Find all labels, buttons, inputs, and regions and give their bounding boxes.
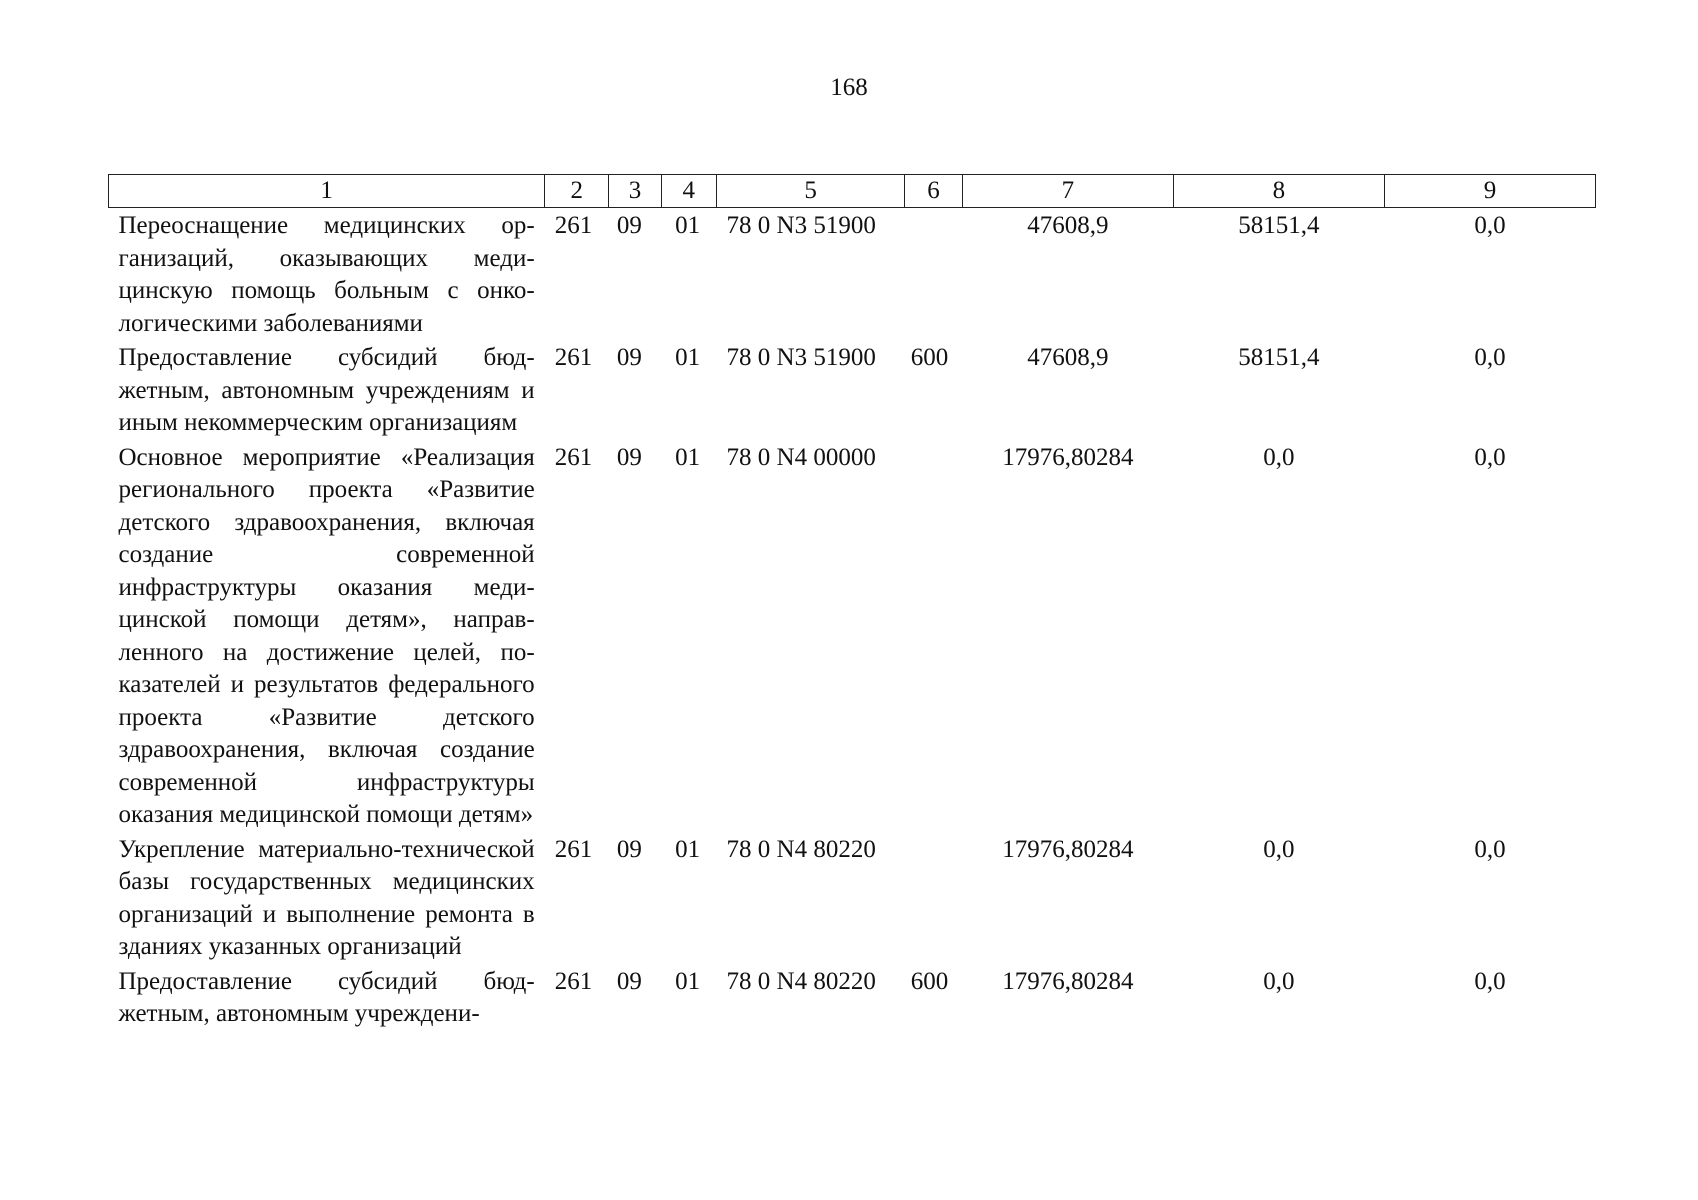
row-sum-7: 47608,9: [1027, 212, 1109, 239]
row-subsection: 01: [675, 967, 701, 995]
row-expense-type: [905, 832, 963, 964]
row-sum-9: 0,0: [1474, 835, 1506, 863]
row-section: 09: [616, 443, 642, 471]
row-sum-7: 17976,80284: [1002, 967, 1134, 995]
row-code: 261: [554, 835, 593, 863]
row-target-article: 78 0 N3 51900: [726, 212, 876, 239]
row-expense-type: 600: [910, 344, 949, 371]
column-header-3: 3: [609, 175, 661, 208]
row-name: Предоставление субсидий бюджетным, автономным учреждениям и иным некоммерческим организациям: [118, 344, 535, 436]
row-sum-9: 0,0: [1474, 967, 1506, 995]
row-target-article: 78 0 N3 51900: [726, 344, 876, 371]
row-target-article: 78 0 N4 80220: [726, 967, 876, 995]
row-code: 261: [554, 212, 593, 239]
row-code: 261: [554, 443, 593, 471]
column-header-4: 4: [661, 175, 716, 208]
row-section: 09: [616, 967, 642, 995]
row-subsection: 01: [675, 835, 701, 863]
row-name: Основное мероприятие «Реализация регионального проекта «Развитие детского здравоохранения, включая создание современной инфраструктуры оказания медицинской помощи детям», направленного на достижение целей, показателей и результатов федерального проекта «Развитие детского здравоохранения, включая создание современной инфраструктуры оказания медицинской помощи детям»: [118, 443, 535, 828]
row-sum-8: 0,0: [1263, 443, 1295, 471]
row-expense-type: [905, 440, 963, 832]
row-sum-7: 47608,9: [1027, 344, 1109, 371]
table-row: [109, 208, 1596, 341]
row-section: 09: [616, 835, 642, 863]
row-sum-7: 17976,80284: [1002, 835, 1134, 863]
table-row: [109, 964, 1596, 1031]
row-target-article: 78 0 N4 80220: [726, 835, 876, 863]
column-header-8: 8: [1173, 175, 1384, 208]
column-header-9: 9: [1384, 175, 1595, 208]
column-header-2: 2: [545, 175, 609, 208]
page-number: 168: [830, 74, 868, 101]
row-sum-7: 17976,80284: [1002, 443, 1134, 471]
row-code: 261: [554, 344, 593, 371]
table-row: [109, 832, 1596, 964]
row-expense-type: [905, 208, 963, 341]
row-sum-9: 0,0: [1474, 212, 1506, 239]
row-subsection: 01: [675, 443, 701, 471]
budget-table: [108, 174, 1596, 1031]
row-name: Предоставление субсидий бюджетным, автономным учреждени-: [118, 967, 535, 1027]
row-sum-8: 58151,4: [1238, 212, 1320, 239]
table-row: [109, 440, 1596, 832]
row-target-article: 78 0 N4 00000: [726, 443, 876, 471]
row-name: Укрепление материально-технической базы государственных медицинских организаций и выполнение ремонта в зданиях указанных организаций: [118, 835, 535, 960]
row-subsection: 01: [675, 212, 701, 239]
table-row: [109, 340, 1596, 440]
column-header-6: 6: [905, 175, 963, 208]
header-row: [109, 175, 1596, 208]
row-sum-8: 0,0: [1263, 835, 1295, 863]
row-sum-8: 0,0: [1263, 967, 1295, 995]
column-header-5: 5: [717, 175, 905, 208]
row-sum-8: 58151,4: [1238, 344, 1320, 371]
row-section: 09: [616, 212, 642, 239]
row-code: 261: [554, 967, 593, 995]
row-expense-type: 600: [910, 967, 949, 995]
row-sum-9: 0,0: [1474, 443, 1506, 471]
row-subsection: 01: [675, 344, 701, 371]
row-sum-9: 0,0: [1474, 344, 1506, 371]
row-name: Переоснащение медицинских организаций, оказывающих медицинскую помощь больным с онкологическими заболеваниями: [118, 212, 535, 337]
row-section: 09: [616, 344, 642, 371]
column-header-7: 7: [962, 175, 1173, 208]
column-header-1: 1: [109, 175, 545, 208]
